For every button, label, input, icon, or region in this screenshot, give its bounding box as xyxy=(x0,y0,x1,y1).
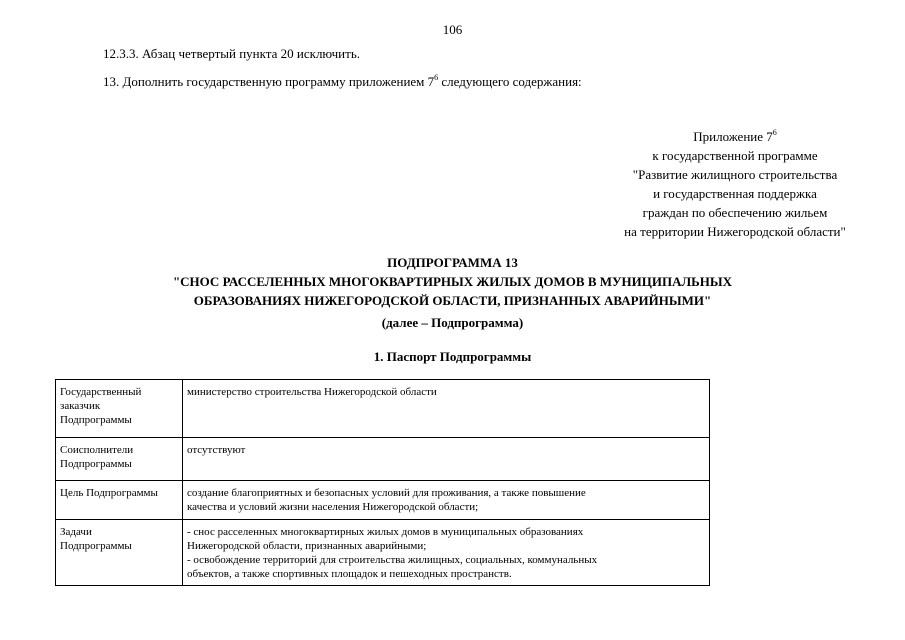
row-label-line: заказчик xyxy=(60,400,101,412)
subprogram-title: ПОДПРОГРАММА 13 xyxy=(387,255,518,270)
section-title: 1. Паспорт Подпрограммы xyxy=(373,349,532,364)
table-row xyxy=(56,438,710,481)
appendix-line-4: и государственная поддержка xyxy=(653,186,817,201)
row-label-line: Подпрограммы xyxy=(60,458,132,470)
row-value-cell xyxy=(183,438,710,481)
row-label-cell xyxy=(56,520,183,586)
row-value-line: качества и условий жизни населения Нижегородской области; xyxy=(187,501,479,513)
table-row xyxy=(56,481,710,520)
paragraph-13-text-end: следующего содержания: xyxy=(438,74,582,89)
passport-table xyxy=(55,379,710,586)
row-label-line: Цель Подпрограммы xyxy=(60,487,158,499)
row-label-line: Соисполнители xyxy=(60,444,134,456)
appendix-line-2: к государственной программе xyxy=(652,148,818,163)
appendix-line-3: "Развитие жилищного строительства xyxy=(632,167,838,182)
subprogram-name-line-1: "СНОС РАССЕЛЕННЫХ МНОГОКВАРТИРНЫХ ЖИЛЫХ ДОМОВ В МУНИЦИПАЛЬНЫХ xyxy=(172,274,733,289)
row-label-line: Задачи xyxy=(60,526,92,538)
row-label-cell xyxy=(56,481,183,520)
table-row xyxy=(56,520,710,586)
appendix-line-1 xyxy=(560,127,905,146)
row-value-cell xyxy=(183,380,710,438)
appendix-line-5: граждан по обеспечению жильем xyxy=(642,205,828,220)
subprogram-name-line-2: ОБРАЗОВАНИЯХ НИЖЕГОРОДСКОЙ ОБЛАСТИ, ПРИЗНАННЫХ АВАРИЙНЫМИ" xyxy=(193,293,712,308)
table-row xyxy=(56,380,710,438)
paragraph-13-superscript: 6 xyxy=(434,73,439,82)
paragraph-13 xyxy=(103,74,582,90)
appendix-title: Приложение 7 xyxy=(693,129,773,144)
row-value-line: - снос расселенных многоквартирных жилых домов в муниципальных образованиях xyxy=(187,526,584,538)
row-value-line: создание благоприятных и безопасных условий для проживания, а также повышение xyxy=(187,487,586,499)
row-label-line: Государственный xyxy=(60,386,142,398)
row-label-line: Подпрограммы xyxy=(60,540,132,552)
appendix-superscript: 6 xyxy=(772,128,777,137)
row-label-cell xyxy=(56,438,183,481)
subprogram-note: (далее – Подпрограмма) xyxy=(381,315,524,330)
row-value-line: министерство строительства Нижегородской области xyxy=(187,386,437,398)
row-label-line: Подпрограммы xyxy=(60,414,132,426)
paragraph-12-3-3: 12.3.3. Абзац четвертый пункта 20 исключить. xyxy=(103,46,360,61)
appendix-block xyxy=(560,127,905,241)
page-number: 106 xyxy=(442,22,463,37)
row-value-line: Нижегородской области, признанных аварийными; xyxy=(187,540,427,552)
appendix-line-6: на территории Нижегородской области" xyxy=(624,224,846,239)
row-value-line: отсутствуют xyxy=(187,444,246,456)
row-value-line: объектов, а также спортивных площадок и пешеходных пространств. xyxy=(187,568,512,580)
row-value-cell xyxy=(183,520,710,586)
row-value-cell xyxy=(183,481,710,520)
paragraph-13-text: 13. Дополнить государственную программу приложением 7 xyxy=(103,74,435,89)
row-value-line: - освобождение территорий для строительства жилищных, социальных, коммунальных xyxy=(187,554,598,566)
row-label-cell xyxy=(56,380,183,438)
